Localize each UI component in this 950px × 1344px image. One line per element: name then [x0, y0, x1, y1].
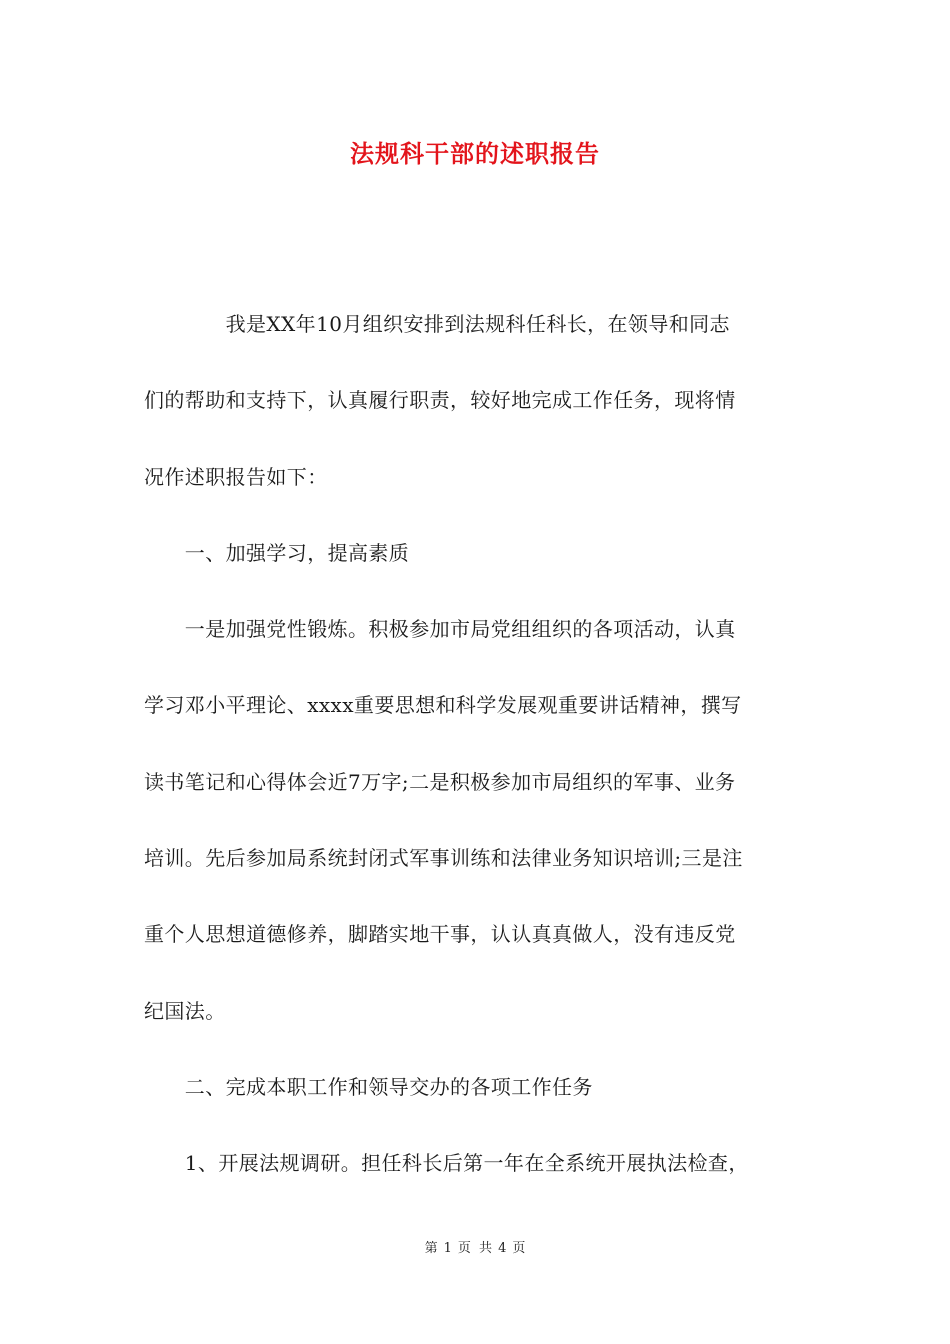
body-line-2: 们的帮助和支持下，认真履行职责，较好地完成工作任务，现将情 [144, 388, 736, 413]
body-line-12: 1、开展法规调研。担任科长后第一年在全系统开展执法检查， [144, 1151, 749, 1176]
body-line-9: 重个人思想道德修养，脚踏实地干事，认认真真做人，没有违反党 [144, 922, 736, 947]
footer-prefix: 第 [424, 1241, 438, 1256]
body-line-8: 培训。先后参加局系统封闭式军事训练和法律业务知识培训;三是注 [144, 846, 743, 871]
body-line-1: 我是XX年10月组织安排到法规科任科长，在领导和同志 [144, 312, 730, 336]
footer-middle: 页 共 [457, 1241, 493, 1256]
footer-suffix: 页 [512, 1241, 526, 1256]
body-line-7: 读书笔记和心得体会近7万字;二是积极参加市局组织的军事、业务 [144, 769, 736, 794]
page-footer [0, 1237, 950, 1256]
section-heading-1: 一、加强学习，提高素质 [144, 540, 410, 565]
body-line-3: 况作述职报告如下： [144, 464, 328, 489]
document-body [144, 286, 806, 1202]
body-line-5: 一是加强党性锻炼。积极参加市局党组组织的各项活动，认真 [144, 617, 736, 642]
body-line-10: 纪国法。 [144, 998, 226, 1023]
document-title: 法规科干部的述职报告 [350, 139, 600, 168]
footer-page-number: 1 [443, 1241, 452, 1256]
section-heading-2: 二、完成本职工作和领导交办的各项工作任务 [144, 1074, 593, 1099]
footer-total-pages: 4 [498, 1241, 507, 1256]
body-line-6: 学习邓小平理论、xxxx重要思想和科学发展观重要讲话精神，撰写 [144, 693, 742, 718]
